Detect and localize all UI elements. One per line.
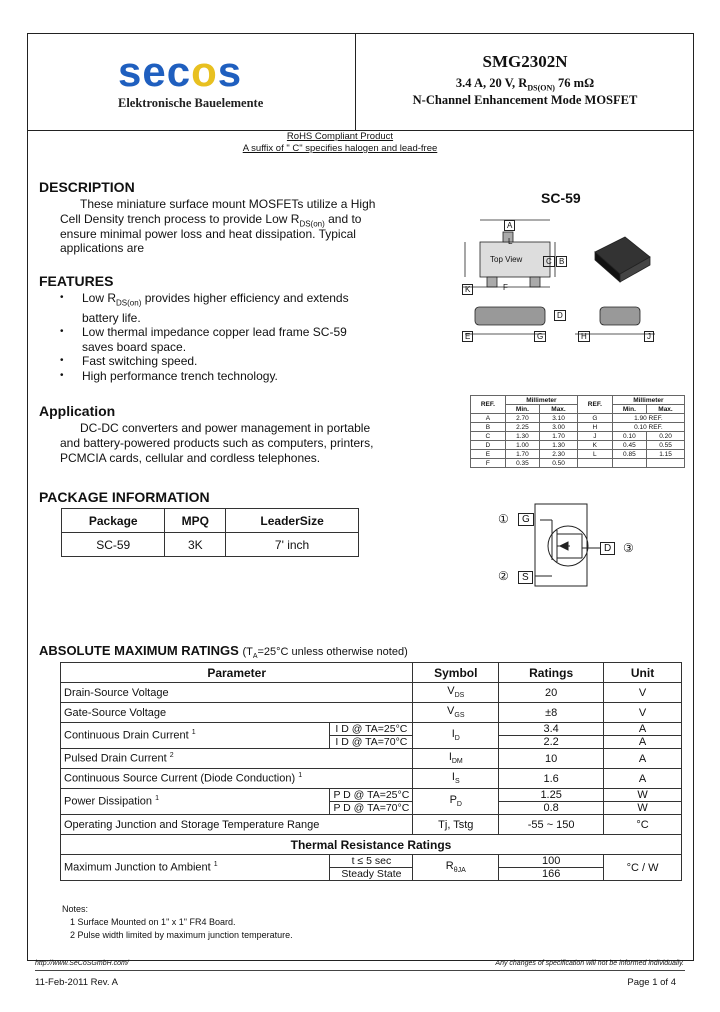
features-heading: FEATURES <box>39 273 114 289</box>
table-row: Operating Junction and Storage Temperature Range Tj, Tstg -55 ~ 150 °C <box>61 815 682 835</box>
ratings-table <box>60 662 682 881</box>
dim-letter: D <box>554 310 566 321</box>
table-row: I D @ TA=70°C 2.2 A <box>61 736 682 749</box>
description-line1: These miniature surface mount MOSFETs utilize a High <box>80 197 376 211</box>
ratings-header-parameter: Parameter <box>61 663 413 683</box>
pkg-cell: 7' inch <box>226 533 359 557</box>
dim-row: E 1.70 2.30 L 0.85 1.15 <box>471 450 685 459</box>
table-row: Pulsed Drain Current $^2$ $I_{DM}$ 10 A <box>61 749 682 769</box>
dim-letter: E <box>462 331 473 342</box>
application-line2: and battery-powered products such as computers, printers, <box>60 436 374 450</box>
device-type: N-Channel Enhancement Mode MOSFET <box>412 93 638 107</box>
table-row: Maximum Junction to Ambient $^1$ t ≤ 5 sec $R_{\theta JA}$ 100 °C / W <box>61 855 682 868</box>
features-list <box>60 291 370 383</box>
dim-header: Millimeter <box>612 396 684 405</box>
pkg-header-leadersize: LeaderSize <box>226 509 359 533</box>
pkg-header-mpq: MPQ <box>165 509 226 533</box>
logo-accent-letter: o <box>191 48 218 95</box>
ratings-header-symbol: Symbol <box>413 663 499 683</box>
ratings-header-unit: Unit <box>604 663 682 683</box>
table-row: Continuous Drain Current $^1$ I D @ TA=25°C $I_D$ 3.4 A <box>61 723 682 736</box>
footer-disclaimer: Any changes of specification will not be informed individually. <box>495 960 684 967</box>
note-1: 1 Surface Mounted on 1" x 1" FR4 Board. <box>70 917 236 927</box>
dim-header: Max. <box>647 405 685 414</box>
dim-row: B 2.25 3.00 H 0.10 REF. <box>471 423 685 432</box>
feature-item: • Low $R_{DS(on)}$ provides higher efficiency and extends battery life. <box>60 291 370 325</box>
pin2-marker: ② <box>498 569 509 583</box>
pin3-marker: ③ <box>623 541 634 555</box>
package-table <box>61 508 359 557</box>
table-row: Drain-Source Voltage $V_{DS}$ 20 V <box>61 683 682 703</box>
table-row: Gate-Source Voltage $V_{GS}$ ±8 V <box>61 703 682 723</box>
part-number: SMG2302N <box>482 52 568 71</box>
thermal-heading: Thermal Resistance Ratings <box>61 835 682 855</box>
dim-row: A 2.70 3.10 G 1.90 REF. <box>471 414 685 423</box>
pkg-header-package: Package <box>62 509 165 533</box>
table-row: Steady State 166 <box>61 868 682 881</box>
footer-url[interactable]: http://www.SeCoSGmbH.com/ <box>35 960 129 967</box>
ratings-heading: ABSOLUTE MAXIMUM RATINGS ($T_A=25^\circ C$ unless otherwise noted) <box>39 643 408 661</box>
table-row: Power Dissipation $^1$ P D @ TA=25°C $P_D$ 1.25 W <box>61 789 682 802</box>
pin-d-label: D <box>600 542 615 555</box>
note-2: 2 Pulse width limited by maximum junction temperature. <box>70 930 293 940</box>
dim-letter: A <box>504 220 515 231</box>
footer-date: 11-Feb-2011 Rev. A <box>35 977 118 988</box>
dim-letter: H <box>578 331 590 342</box>
dim-row: D 1.00 1.30 K 0.45 0.55 <box>471 441 685 450</box>
package-info-heading: PACKAGE INFORMATION <box>39 489 210 505</box>
dim-letter: F <box>503 283 508 292</box>
feature-item: • Low thermal impedance copper lead frame SC-59 saves board space. <box>60 325 370 354</box>
application-line3: PCMCIA cards, cellular and cordless telephones. <box>60 451 321 465</box>
package-outline-drawing <box>455 212 685 347</box>
dim-row: C 1.30 1.70 J 0.10 0.20 <box>471 432 685 441</box>
table-row: P D @ TA=70°C 0.8 W <box>61 802 682 815</box>
dim-letter: L <box>508 237 513 246</box>
rohs-line1: RoHS Compliant Product <box>286 131 394 142</box>
dimensions-table <box>470 395 685 468</box>
ratings-header-ratings: Ratings <box>499 663 604 683</box>
description-line3: ensure minimal power loss and heat dissipation. Typical <box>60 227 356 241</box>
feature-item: • Fast switching speed. <box>60 354 370 369</box>
dim-letter: G <box>534 331 546 342</box>
footer-divider <box>35 970 685 971</box>
description-line2: Cell Density trench process to provide Low $R_{DS(on)}$ and to <box>60 212 362 229</box>
notes-title: Notes: <box>62 904 89 914</box>
mosfet-schematic <box>490 500 640 590</box>
dim-header: Min. <box>612 405 646 414</box>
logo-subtitle: Elektronische Bauelemente <box>118 96 264 110</box>
dim-letter: K <box>462 284 473 295</box>
dim-header: Min. <box>505 405 539 414</box>
dim-header: REF. <box>577 396 612 414</box>
dim-header: Max. <box>540 405 578 414</box>
application-line1: DC-DC converters and power management in portable <box>80 421 371 435</box>
rohs-line2: A suffix of " C" specifies halogen and lead-free <box>242 143 438 154</box>
dim-letter: J <box>644 331 654 342</box>
pkg-cell: 3K <box>165 533 226 557</box>
secos-logo: secos <box>118 48 243 95</box>
description-heading: DESCRIPTION <box>39 179 135 195</box>
pin1-marker: ① <box>498 512 509 526</box>
footer-page: Page 1 of 4 <box>627 977 676 988</box>
top-view-label: Top View <box>490 255 523 264</box>
notes <box>62 903 293 942</box>
description-line4: applications are <box>60 241 145 255</box>
spec-line: 3.4 A, 20 V, $R_{DS(ON)}$ 76 mΩ <box>455 76 595 93</box>
pin-s-label: S <box>518 571 533 584</box>
dim-row: F 0.35 0.50 <box>471 459 685 468</box>
dim-letter: B <box>556 256 567 267</box>
pin-g-label: G <box>518 513 534 526</box>
pkg-cell: SC-59 <box>62 533 165 557</box>
application-heading: Application <box>39 403 116 419</box>
feature-item: • High performance trench technology. <box>60 369 370 384</box>
table-row: Continuous Source Current (Diode Conduction) $^1$ $I_S$ 1.6 A <box>61 769 682 789</box>
dim-header: REF. <box>471 396 506 414</box>
dim-header: Millimeter <box>505 396 577 405</box>
dim-letter: C <box>543 256 555 267</box>
package-label: SC-59 <box>541 190 581 206</box>
